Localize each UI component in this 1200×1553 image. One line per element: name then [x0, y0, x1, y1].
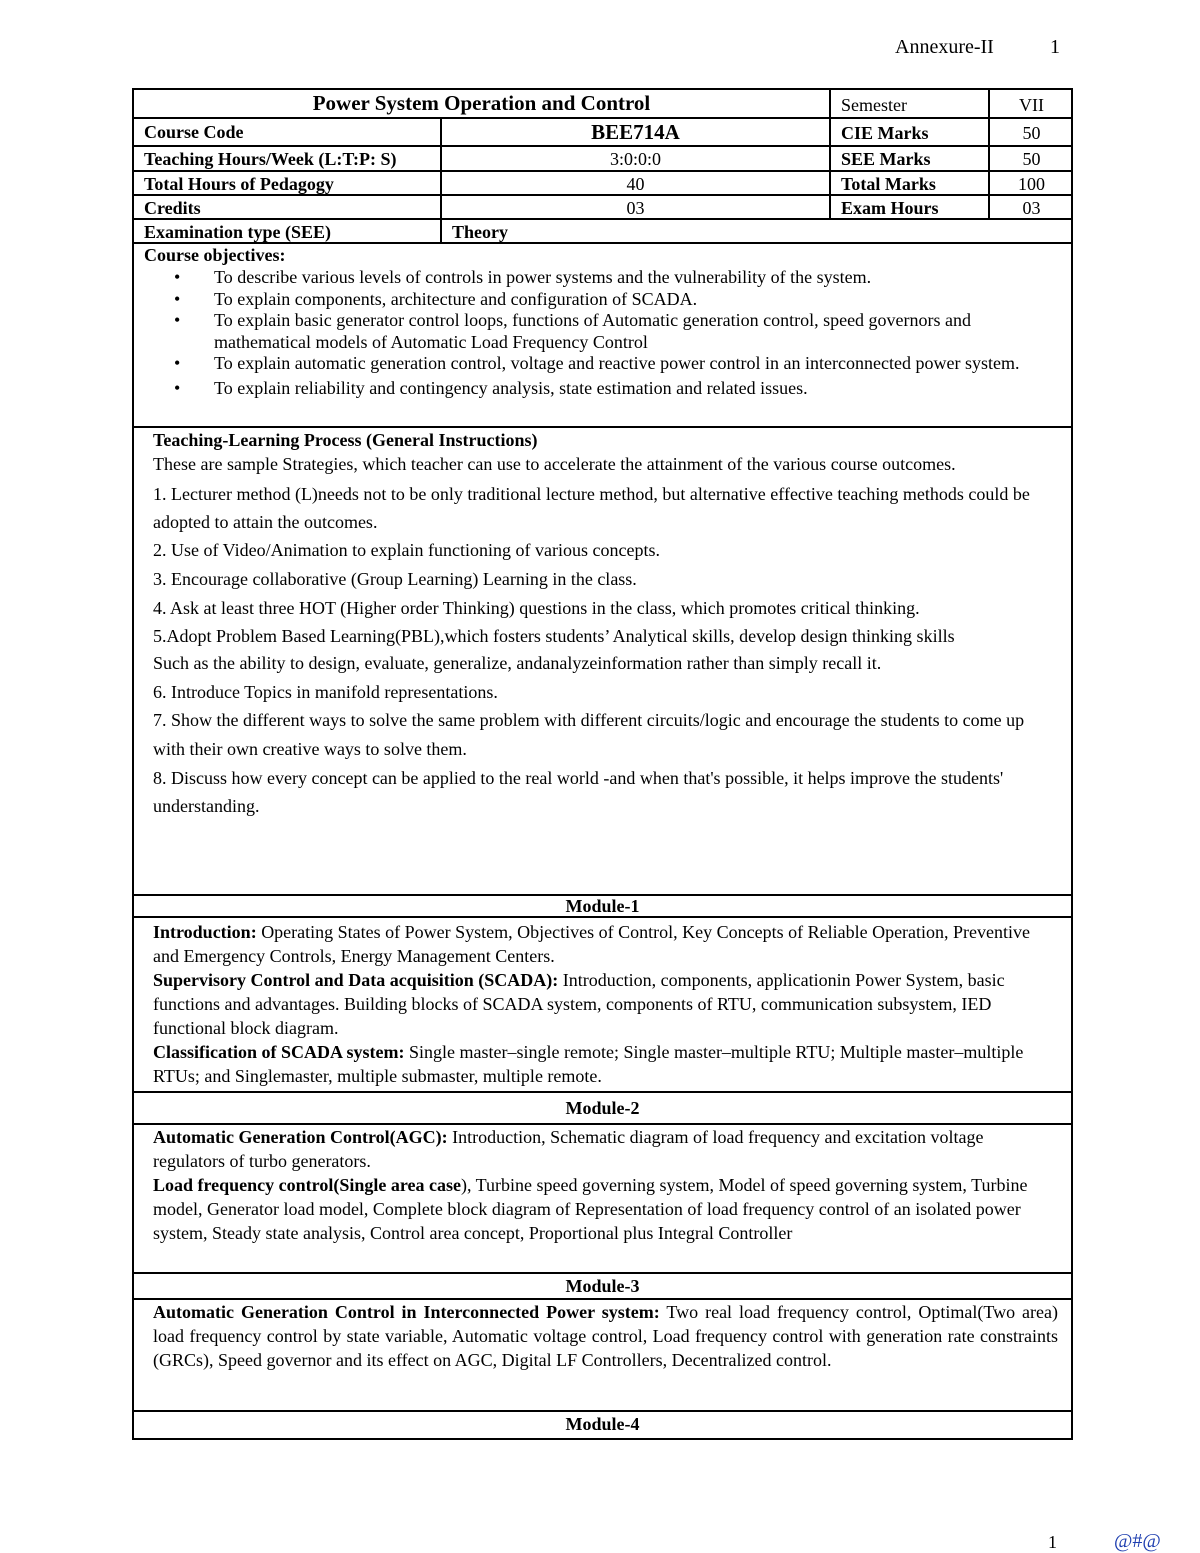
teaching-item: 5.Adopt Problem Based Learning(PBL),which fosters students’ Analytical skills, develop design thinking skills — [153, 626, 955, 646]
exam-hours-value: 03 — [1022, 198, 1041, 218]
teaching-item: 2. Use of Video/Animation to explain functioning of various concepts. — [153, 540, 660, 560]
teaching-hours-value: 3:0:0:0 — [609, 149, 661, 169]
teaching-learning-section — [153, 428, 1058, 820]
pedagogy-value: 40 — [626, 174, 645, 194]
total-marks-label: Total Marks — [841, 174, 936, 194]
cie-label: CIE Marks — [841, 123, 929, 143]
course-code-label: Course Code — [144, 122, 244, 142]
objective-item: • To explain reliability and contingency analysis, state estimation and related issues. — [174, 378, 1054, 400]
syllabus-table — [132, 88, 1073, 1440]
teaching-item: Such as the ability to design, evaluate, generalize, andanalyzeinformation rather than simply recall it. — [153, 653, 882, 673]
teaching-item: 3. Encourage collaborative (Group Learning) Learning in the class. — [153, 569, 637, 589]
teaching-heading: Teaching-Learning Process (General Instructions) — [153, 430, 538, 450]
interconnected-agc-text: Two real load frequency control, Optimal(Two area) load frequency control by state variable, Automatic voltage control, Load frequency control with generation rate constraints (GRCs), Speed governor and its effect on AGC, Digital LF Controllers, Decentralized control. — [153, 1302, 1058, 1370]
credits-value: 03 — [626, 198, 645, 218]
teaching-item: 1. Lecturer method (L)needs not to be only traditional lecture method, but alternative effective teaching methods could be adopted to attain the outcomes. — [153, 484, 1030, 532]
module-1-title: Module-1 — [565, 896, 640, 916]
module-1-body — [153, 920, 1058, 1088]
module-2-title: Module-2 — [565, 1098, 640, 1118]
header-page-number: 1 — [1050, 36, 1060, 58]
teaching-hours-label: Teaching Hours/Week (L:T:P: S) — [144, 149, 397, 169]
semester-label: Semester — [841, 95, 907, 115]
objectives-heading: Course objectives: — [144, 245, 286, 265]
exam-hours-label: Exam Hours — [841, 198, 939, 218]
total-marks-value: 100 — [1018, 174, 1045, 194]
scada-text: Introduction, components, applicationin Power System, basic functions and advantages. Building blocks of SCADA system, components of RTU, communication subsystem, IED functional block diagram. — [153, 970, 1005, 1038]
objective-item: • To explain components, architecture and configuration of SCADA. — [174, 289, 1054, 311]
exam-type-label: Examination type (SEE) — [144, 222, 332, 242]
objective-item: • To describe various levels of controls in power systems and the vulnerability of the system. — [174, 267, 1054, 289]
interconnected-agc-heading: Automatic Generation Control in Interconnected Power system: — [153, 1302, 660, 1322]
footer-code: @#@ — [1114, 1530, 1161, 1552]
see-label: SEE Marks — [841, 149, 931, 169]
semester-value: VII — [1019, 95, 1044, 115]
see-value: 50 — [1022, 149, 1041, 169]
module-3-body — [153, 1300, 1058, 1372]
pedagogy-label: Total Hours of Pedagogy — [144, 174, 334, 194]
teaching-item: 7. Show the different ways to solve the same problem with different circuits/logic and encourage the students to come up with their own creative ways to solve them. — [153, 710, 1025, 759]
agc-text: Introduction, Schematic diagram of load frequency and excitation voltage regulators of turbo generators. — [153, 1127, 984, 1171]
introduction-text: Operating States of Power System, Objectives of Control, Key Concepts of Reliable Operation, Preventive and Emergency Controls, Energy Management Centers. — [153, 922, 1031, 966]
cie-value: 50 — [1022, 123, 1041, 143]
exam-type-value: Theory — [452, 222, 508, 242]
course-title: Power System Operation and Control — [312, 91, 651, 115]
credits-label: Credits — [144, 198, 201, 218]
module-4-title: Module-4 — [565, 1414, 640, 1434]
teaching-item: 4. Ask at least three HOT (Higher order Thinking) questions in the class, which promotes critical thinking. — [153, 598, 920, 618]
classification-text: Single master–single remote; Single master–multiple RTU; Multiple master–multiple RTUs; and Singlemaster, multiple submaster, multiple remote. — [153, 1042, 1024, 1086]
objective-item: • To explain basic generator control loops, functions of Automatic generation control, speed governors and mathematical models of Automatic Load Frequency Control — [174, 310, 1054, 353]
classification-heading: Classification of SCADA system: — [153, 1042, 405, 1062]
page-header — [895, 36, 1060, 59]
annexure-label: Annexure-II — [895, 36, 994, 58]
lfc-heading: Load frequency control(Single area case — [153, 1175, 461, 1195]
objectives-list — [174, 267, 1054, 399]
module-3-title: Module-3 — [565, 1276, 640, 1296]
objective-item: • To explain automatic generation control, voltage and reactive power control in an interconnected power system. — [174, 353, 1054, 375]
teaching-item: 6. Introduce Topics in manifold representations. — [153, 682, 498, 702]
teaching-intro: These are sample Strategies, which teacher can use to accelerate the attainment of the various course outcomes. — [153, 454, 956, 474]
footer-page-number: 1 — [1048, 1532, 1057, 1552]
scada-heading: Supervisory Control and Data acquisition (SCADA): — [153, 970, 559, 990]
module-2-body — [153, 1125, 1058, 1245]
introduction-heading: Introduction: — [153, 922, 257, 942]
lfc-text: ), Turbine speed governing system, Model of speed governing system, Turbine model, Generator load model, Complete block diagram of Representation of load frequency control of an isolated power system, Steady state analysis, Control area concept, Proportional plus Integral Controller — [153, 1175, 1028, 1243]
teaching-item: 8. Discuss how every concept can be applied to the real world -and when that's possible, it helps improve the students' understanding. — [153, 768, 1004, 816]
agc-heading: Automatic Generation Control(AGC): — [153, 1127, 448, 1147]
course-code-value: BEE714A — [591, 120, 680, 144]
